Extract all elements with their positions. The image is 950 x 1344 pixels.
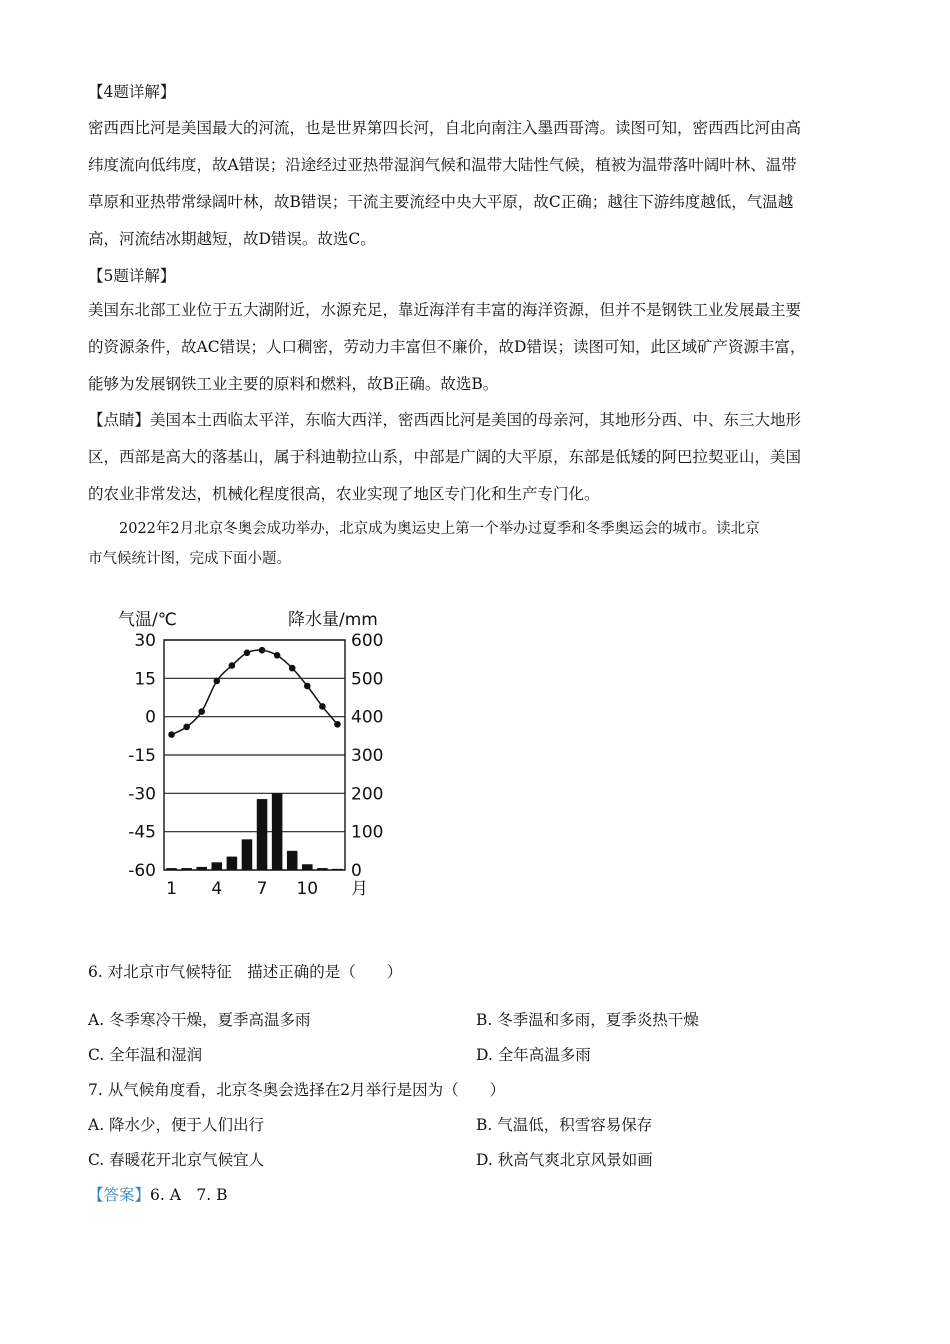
month-tick-label: 4 — [211, 879, 223, 899]
temperature-tick-label: -30 — [128, 784, 156, 805]
tip-line: 区，西部是高大的落基山，属于科迪勒拉山系，中部是广阔的大平原，东部是低矮的阿巴拉契亚山，美国 — [88, 448, 802, 466]
q5-line: 能够为发展钢铁工业主要的原料和燃料，故B正确。故选B。 — [88, 375, 499, 393]
precipitation-bar — [287, 851, 298, 870]
precipitation-tick-label: 100 — [351, 822, 384, 843]
answer-line — [88, 1183, 228, 1205]
q5-line: 的资源条件，故AC错误；人口稠密，劳动力丰富但不廉价，故D错误；读图可知，此区域矿产资源丰富， — [88, 338, 806, 356]
q4-line: 草原和亚热带常绿阔叶林，故B错误；干流主要流经中央大平原，故C正确；越往下游纬度越低，气温越 — [88, 193, 794, 211]
q5-heading: 【5题详解】 — [88, 267, 176, 285]
temperature-point — [244, 649, 251, 656]
q4-heading: 【4题详解】 — [88, 83, 176, 101]
temperature-point — [274, 652, 281, 659]
precipitation-bar — [257, 799, 268, 870]
temperature-point — [259, 647, 266, 654]
temperature-point — [168, 731, 175, 738]
temperature-tick-label: 15 — [134, 669, 156, 690]
precipitation-bar — [317, 868, 328, 870]
q6-option-d[interactable]: D. 全年高温多雨 — [476, 1046, 591, 1064]
temperature-point — [319, 703, 326, 710]
precipitation-axis-label: 降水量/mm — [288, 610, 378, 630]
precipitation-bar — [227, 857, 238, 870]
temperature-tick-label: -45 — [128, 822, 156, 843]
q5-explanation — [88, 292, 863, 403]
temperature-point — [229, 662, 236, 669]
precipitation-tick-label: 400 — [351, 707, 384, 728]
precipitation-tick-label: 300 — [351, 746, 384, 766]
tip-line: 的农业非常发达，机械化程度很高，农业实现了地区专门化和生产专门化。 — [88, 485, 600, 503]
temperature-tick-label: -15 — [128, 746, 156, 766]
temperature-axis-label: 气温/℃ — [118, 610, 177, 630]
q7-option-b[interactable]: B. 气温低，积雪容易保存 — [476, 1116, 653, 1134]
temperature-tick-label: 30 — [134, 631, 156, 651]
tip-paragraph — [88, 402, 863, 513]
question-intro — [88, 514, 863, 574]
month-tick-label: 7 — [256, 879, 268, 899]
temperature-point — [289, 665, 296, 672]
q4-explanation — [88, 110, 863, 258]
q7-option-c[interactable]: C. 春暖花开北京气候宜人 — [88, 1151, 265, 1169]
precipitation-tick-label: 600 — [351, 631, 384, 651]
q6-option-a[interactable]: A. 冬季寒冷干燥，夏季高温多雨 — [88, 1011, 311, 1029]
precipitation-bar — [166, 868, 177, 870]
temperature-point — [183, 724, 190, 731]
precipitation-tick-label: 0 — [351, 861, 362, 881]
q6-option-b[interactable]: B. 冬季温和多雨，夏季炎热干燥 — [476, 1011, 699, 1029]
temperature-tick-label: -60 — [128, 861, 156, 881]
chart-layer — [118, 610, 383, 899]
q4-line: 密西西比河是美国最大的河流，也是世界第四长河，自北向南注入墨西哥湾。读图可知，密西西比河由高 — [88, 119, 802, 137]
month-tick-label: 1 — [166, 879, 177, 899]
precipitation-bar — [272, 793, 283, 870]
q7-option-a[interactable]: A. 降水少，便于人们出行 — [88, 1116, 265, 1134]
precipitation-bar — [242, 839, 253, 870]
q7-stem: 7. 从气候角度看，北京冬奥会选择在2月举行是因为（ ） — [88, 1081, 506, 1099]
precipitation-bar — [302, 864, 313, 870]
answer-tag: 【答案】 — [88, 1186, 151, 1204]
q6-option-c[interactable]: C. 全年温和湿润 — [88, 1046, 203, 1064]
precipitation-bar — [181, 868, 192, 870]
precipitation-tick-label: 200 — [351, 784, 384, 805]
temperature-point — [213, 678, 220, 685]
precipitation-tick-label: 500 — [351, 669, 384, 690]
month-unit-label: 月 — [351, 879, 368, 899]
intro-line: 2022年2月北京冬奥会成功举办，北京成为奥运史上第一个举办过夏季和冬季奥运会的城市。读北京 — [119, 521, 760, 537]
answer-text: 6. A 7. B — [150, 1186, 228, 1204]
temperature-point — [334, 721, 341, 728]
precipitation-bar — [196, 867, 207, 870]
q6-stem: 6. 对北京市气候特征 描述正确的是（ ） — [88, 963, 403, 981]
q7-option-d[interactable]: D. 秋高气爽北京风景如画 — [476, 1151, 653, 1169]
tip-line: 【点睛】美国本土西临太平洋，东临大西洋，密西西比河是美国的母亲河，其地形分西、中、东三大地形 — [88, 411, 802, 429]
temperature-point — [198, 708, 205, 715]
temperature-curve — [172, 650, 338, 734]
q4-line: 高，河流结冰期越短，故D错误。故选C。 — [88, 230, 376, 248]
q4-line: 纬度流向低纬度，故A错误；沿途经过亚热带湿润气候和温带大陆性气候，植被为温带落叶阔叶林、温带 — [88, 156, 797, 174]
precipitation-bar — [212, 862, 223, 870]
month-tick-label: 10 — [296, 879, 319, 899]
temperature-tick-label: 0 — [145, 707, 156, 728]
q5-line: 美国东北部工业位于五大湖附近，水源充足，靠近海洋有丰富的海洋资源，但并不是钢铁工业发展最主要 — [88, 301, 802, 319]
beijing-climate-chart — [110, 600, 410, 910]
temperature-point — [304, 683, 311, 690]
intro-line: 市气候统计图，完成下面小题。 — [88, 551, 291, 567]
precipitation-bar — [332, 869, 343, 870]
